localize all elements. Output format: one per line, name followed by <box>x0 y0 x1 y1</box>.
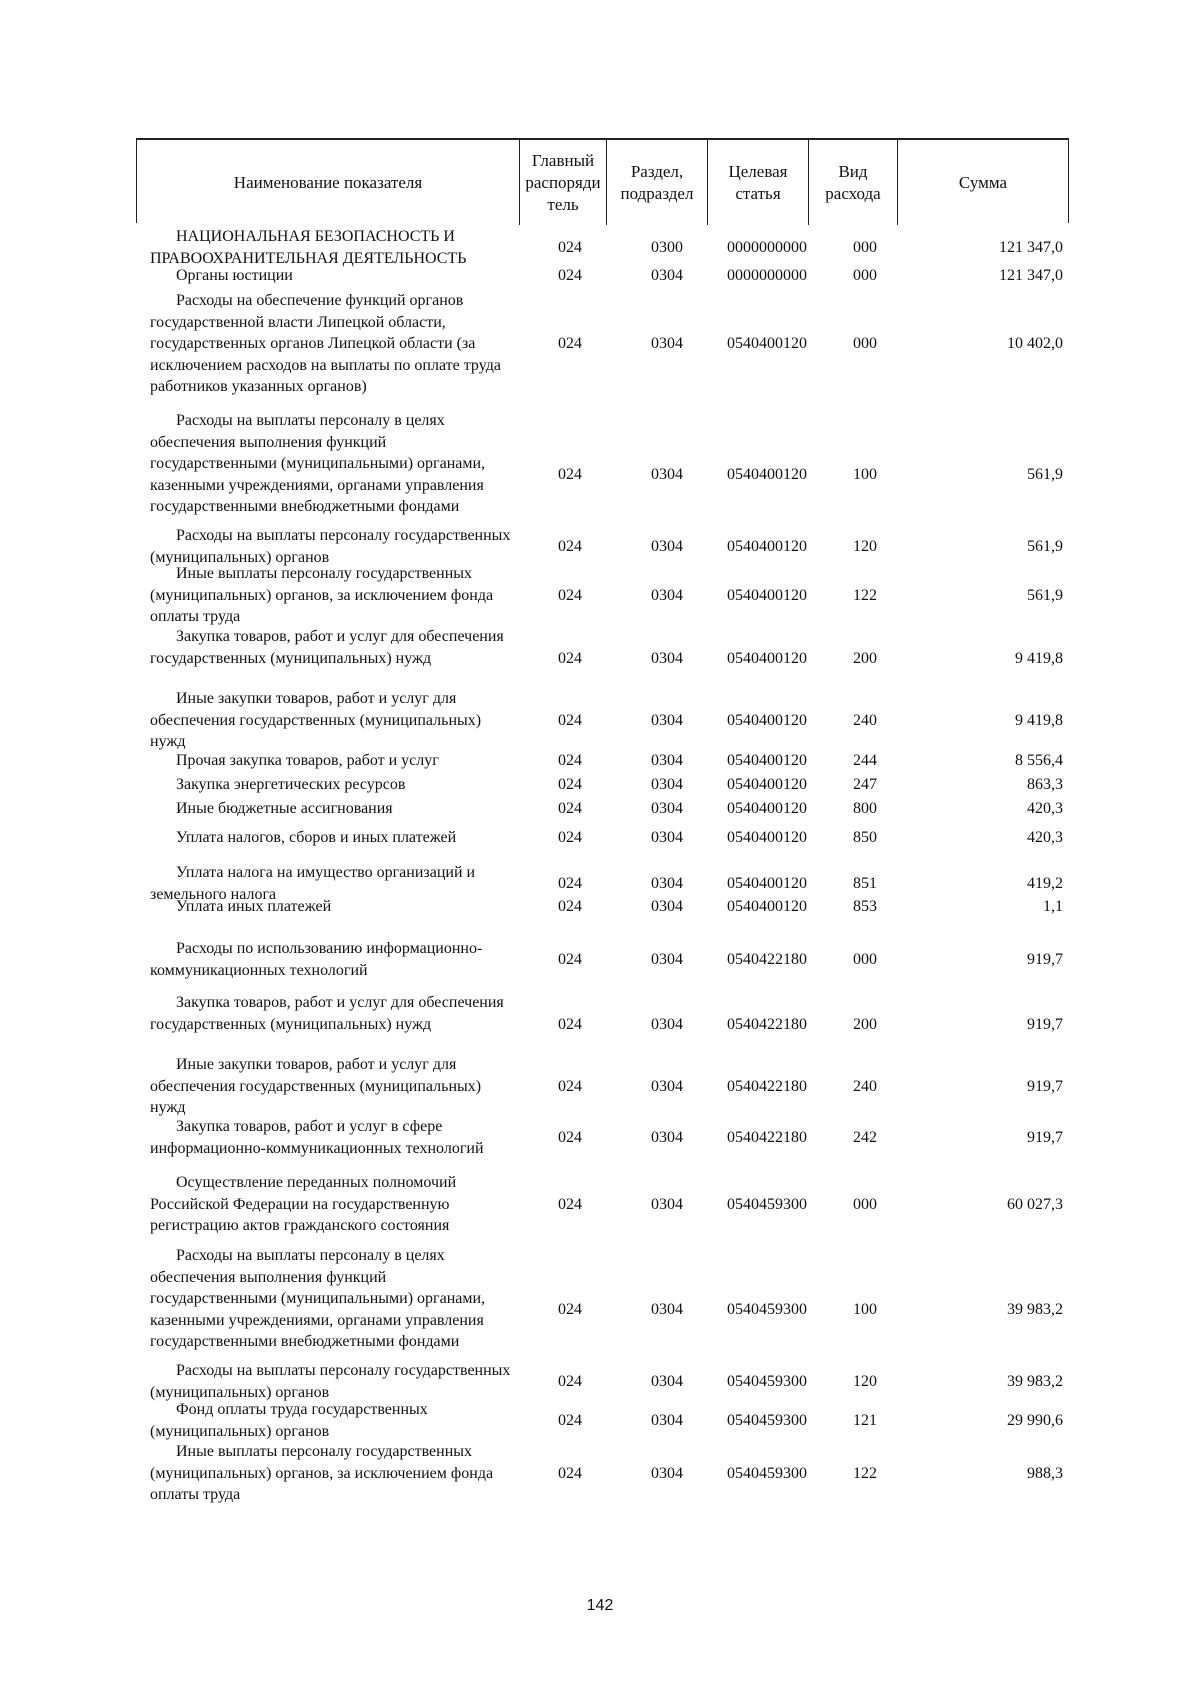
row-sum: 60 027,3 <box>1007 1196 1063 1213</box>
page-number: 142 <box>586 1597 614 1614</box>
row-sum: 9 419,8 <box>1015 650 1063 667</box>
row-main-manager: 024 <box>558 1373 582 1390</box>
row-sum: 419,2 <box>1027 875 1063 892</box>
row-sum: 29 990,6 <box>1007 1412 1063 1429</box>
row-expense-type: 000 <box>853 951 877 968</box>
row-name: Осуществление переданных полномочий Российской Федерации на государственную регистрацию актов гражданского состояния <box>150 1174 457 1234</box>
row-target-article: 0540400120 <box>727 587 807 604</box>
row-sum: 863,3 <box>1027 776 1063 793</box>
row-section: 0304 <box>651 875 683 892</box>
row-section: 0304 <box>651 1016 683 1033</box>
row-main-manager: 024 <box>558 267 582 284</box>
row-section: 0304 <box>651 650 683 667</box>
row-main-manager: 024 <box>558 466 582 483</box>
row-target-article: 0540459300 <box>727 1196 807 1213</box>
row-main-manager: 024 <box>558 898 582 915</box>
row-main-manager: 024 <box>558 776 582 793</box>
row-name: Уплата иных платежей <box>176 898 332 915</box>
row-expense-type: 850 <box>853 829 877 846</box>
header-section: Раздел, подраздел <box>620 161 694 203</box>
header-main-manager: Главный распоряди тель <box>525 150 601 214</box>
row-expense-type: 200 <box>853 1016 877 1033</box>
row-main-manager: 024 <box>558 1129 582 1146</box>
row-target-article: 0540422180 <box>727 1016 807 1033</box>
row-target-article: 0540400120 <box>727 538 807 555</box>
row-sum: 919,7 <box>1027 1016 1063 1033</box>
row-section: 0304 <box>651 1373 683 1390</box>
row-target-article: 0540422180 <box>727 951 807 968</box>
row-main-manager: 024 <box>558 1412 582 1429</box>
row-main-manager: 024 <box>558 335 582 352</box>
header-expense-type: Вид расхода <box>825 161 881 203</box>
row-main-manager: 024 <box>558 1016 582 1033</box>
row-section: 0304 <box>651 951 683 968</box>
row-target-article: 0000000000 <box>727 239 807 256</box>
row-name: Закупка энергетических ресурсов <box>176 776 406 793</box>
row-name: Прочая закупка товаров, работ и услуг <box>176 752 439 769</box>
row-sum: 9 419,8 <box>1015 712 1063 729</box>
row-expense-type: 000 <box>853 1196 877 1213</box>
row-name: Уплата налогов, сборов и иных платежей <box>176 829 457 846</box>
row-expense-type: 247 <box>853 776 877 793</box>
row-name: Расходы на обеспечение функций органов государственной власти Липецкой области, государственных органов Липецкой области (за исключением расходов на выплаты по оплате труда работников указанных органов) <box>150 292 501 395</box>
row-section: 0304 <box>651 267 683 284</box>
row-sum: 561,9 <box>1027 538 1063 555</box>
row-name: Расходы по использованию информационно-коммуникационных технологий <box>150 940 483 979</box>
row-sum: 919,7 <box>1027 1078 1063 1095</box>
row-name: Иные выплаты персоналу государственных (муниципальных) органов, за исключением фонда оплаты труда <box>150 565 494 625</box>
row-target-article: 0540400120 <box>727 712 807 729</box>
row-expense-type: 100 <box>853 1301 877 1318</box>
row-sum: 561,9 <box>1027 466 1063 483</box>
row-section: 0304 <box>651 1465 683 1482</box>
row-sum: 8 556,4 <box>1015 752 1063 769</box>
header-target-article: Целевая статья <box>728 161 788 203</box>
row-name: Иные бюджетные ассигнования <box>176 800 393 817</box>
row-target-article: 0540400120 <box>727 752 807 769</box>
row-name: Иные закупки товаров, работ и услуг для обеспечения государственных (муниципальных) нужд <box>150 690 482 750</box>
row-expense-type: 000 <box>853 267 877 284</box>
row-name: Органы юстиции <box>176 267 293 284</box>
row-target-article: 0000000000 <box>727 267 807 284</box>
row-main-manager: 024 <box>558 239 582 256</box>
row-target-article: 0540400120 <box>727 875 807 892</box>
row-main-manager: 024 <box>558 951 582 968</box>
row-target-article: 0540422180 <box>727 1129 807 1146</box>
row-target-article: 0540400120 <box>727 776 807 793</box>
row-sum: 561,9 <box>1027 587 1063 604</box>
row-section: 0304 <box>651 587 683 604</box>
row-section: 0304 <box>651 898 683 915</box>
row-expense-type: 200 <box>853 650 877 667</box>
row-sum: 420,3 <box>1027 800 1063 817</box>
row-sum: 39 983,2 <box>1007 1373 1063 1390</box>
row-name: Расходы на выплаты персоналу государственных (муниципальных) органов <box>150 527 511 566</box>
row-target-article: 0540400120 <box>727 829 807 846</box>
row-sum: 39 983,2 <box>1007 1301 1063 1318</box>
row-name: Закупка товаров, работ и услуг для обеспечения государственных (муниципальных) нужд <box>150 994 504 1033</box>
row-name: Иные закупки товаров, работ и услуг для обеспечения государственных (муниципальных) нужд <box>150 1056 482 1116</box>
row-target-article: 0540459300 <box>727 1465 807 1482</box>
row-section: 0304 <box>651 712 683 729</box>
row-target-article: 0540400120 <box>727 335 807 352</box>
row-main-manager: 024 <box>558 1465 582 1482</box>
row-expense-type: 240 <box>853 712 877 729</box>
row-section: 0304 <box>651 752 683 769</box>
header-name: Наименование показателя <box>233 172 423 192</box>
row-main-manager: 024 <box>558 650 582 667</box>
row-section: 0304 <box>651 829 683 846</box>
row-name: Расходы на выплаты персоналу в целях обеспечения выполнения функций государственными (муниципальными) органами, казенными учреждениями, органами управления государственными внебюджетными фондами <box>150 1247 486 1350</box>
row-name: Иные выплаты персоналу государственных (муниципальных) органов, за исключением фонда оплаты труда <box>150 1443 494 1503</box>
row-expense-type: 851 <box>853 875 877 892</box>
row-section: 0304 <box>651 800 683 817</box>
row-expense-type: 100 <box>853 466 877 483</box>
row-sum: 420,3 <box>1027 829 1063 846</box>
row-target-article: 0540459300 <box>727 1373 807 1390</box>
row-main-manager: 024 <box>558 875 582 892</box>
row-expense-type: 122 <box>853 1465 877 1482</box>
row-section: 0304 <box>651 1078 683 1095</box>
row-expense-type: 244 <box>853 752 877 769</box>
row-main-manager: 024 <box>558 752 582 769</box>
row-target-article: 0540400120 <box>727 466 807 483</box>
row-name: Уплата налога на имущество организаций и земельного налога <box>150 864 476 903</box>
row-sum: 1,1 <box>1043 898 1063 915</box>
row-section: 0304 <box>651 1301 683 1318</box>
row-target-article: 0540400120 <box>727 650 807 667</box>
row-expense-type: 000 <box>853 239 877 256</box>
row-expense-type: 800 <box>853 800 877 817</box>
row-expense-type: 120 <box>853 538 877 555</box>
row-target-article: 0540459300 <box>727 1412 807 1429</box>
row-section: 0304 <box>651 1412 683 1429</box>
row-expense-type: 120 <box>853 1373 877 1390</box>
row-target-article: 0540422180 <box>727 1078 807 1095</box>
row-name: Расходы на выплаты персоналу в целях обеспечения выполнения функций государственными (муниципальными) органами, казенными учреждениями, органами управления государственными внебюджетными фондами <box>150 412 486 515</box>
row-main-manager: 024 <box>558 829 582 846</box>
header-sum: Сумма <box>958 172 1008 192</box>
row-section: 0304 <box>651 1129 683 1146</box>
row-expense-type: 242 <box>853 1129 877 1146</box>
row-name: Закупка товаров, работ и услуг в сфере информационно-коммуникационных технологий <box>150 1118 484 1157</box>
row-name: Фонд оплаты труда государственных (муниципальных) органов <box>150 1401 428 1440</box>
row-expense-type: 853 <box>853 898 877 915</box>
row-sum: 919,7 <box>1027 951 1063 968</box>
row-main-manager: 024 <box>558 587 582 604</box>
row-section: 0304 <box>651 335 683 352</box>
row-section: 0300 <box>651 239 683 256</box>
row-expense-type: 122 <box>853 587 877 604</box>
row-expense-type: 121 <box>853 1412 877 1429</box>
row-section: 0304 <box>651 538 683 555</box>
row-name: НАЦИОНАЛЬНАЯ БЕЗОПАСНОСТЬ И ПРАВООХРАНИТЕЛЬНАЯ ДЕЯТЕЛЬНОСТЬ <box>150 228 467 267</box>
row-target-article: 0540459300 <box>727 1301 807 1318</box>
row-main-manager: 024 <box>558 1301 582 1318</box>
row-target-article: 0540400120 <box>727 898 807 915</box>
row-name: Расходы на выплаты персоналу государственных (муниципальных) органов <box>150 1362 511 1401</box>
table-header <box>136 138 1069 223</box>
row-main-manager: 024 <box>558 538 582 555</box>
row-section: 0304 <box>651 466 683 483</box>
row-target-article: 0540400120 <box>727 800 807 817</box>
row-main-manager: 024 <box>558 712 582 729</box>
row-sum: 121 347,0 <box>999 239 1063 256</box>
row-main-manager: 024 <box>558 1196 582 1213</box>
row-name: Закупка товаров, работ и услуг для обеспечения государственных (муниципальных) нужд <box>150 628 504 667</box>
row-expense-type: 240 <box>853 1078 877 1095</box>
row-sum: 10 402,0 <box>1007 335 1063 352</box>
row-sum: 121 347,0 <box>999 267 1063 284</box>
row-sum: 988,3 <box>1027 1465 1063 1482</box>
row-main-manager: 024 <box>558 1078 582 1095</box>
row-expense-type: 000 <box>853 335 877 352</box>
row-main-manager: 024 <box>558 800 582 817</box>
row-sum: 919,7 <box>1027 1129 1063 1146</box>
row-section: 0304 <box>651 1196 683 1213</box>
row-section: 0304 <box>651 776 683 793</box>
